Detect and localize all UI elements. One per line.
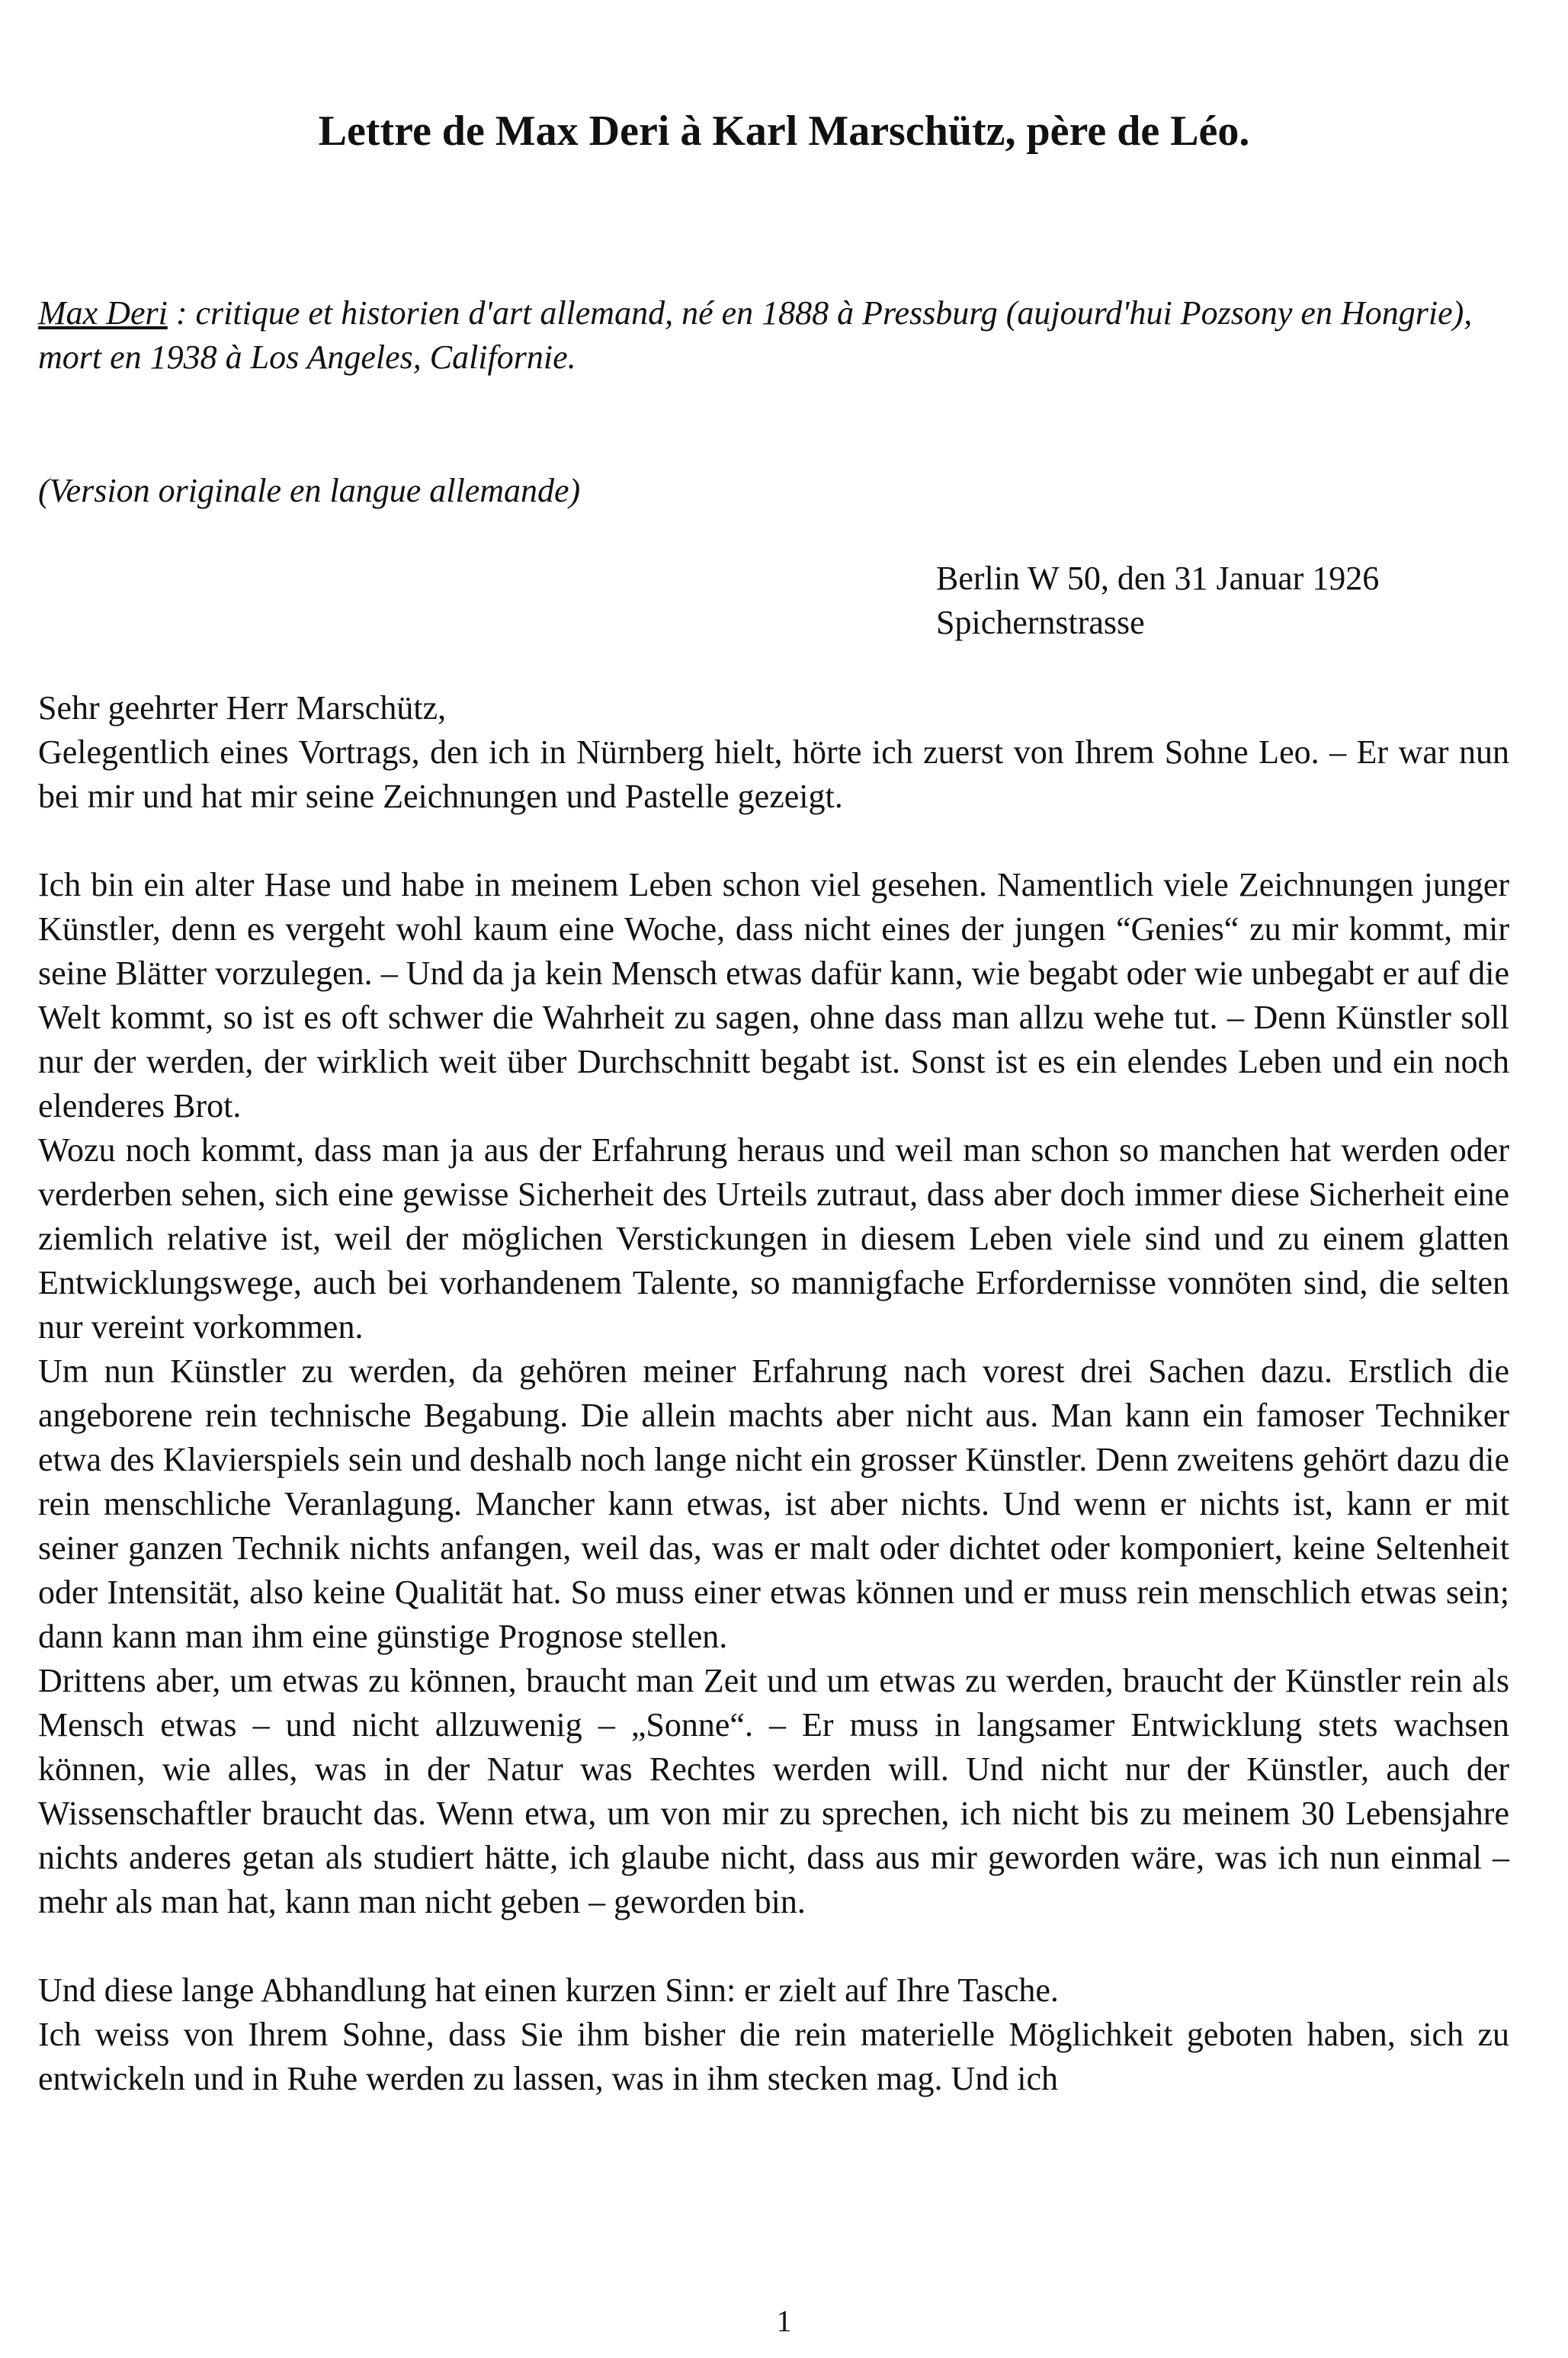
salutation: Sehr geehrter Herr Marschütz, [38, 689, 447, 727]
place-date-line: Berlin W 50, den 31 Januar 1926 [936, 560, 1380, 597]
page-number: 1 [776, 2304, 792, 2338]
author-description: : critique et historien d'art allemand, né en 1888 à Pressburg (aujourd'hui Pozsony en Hongrie), mort en 1938 à Los Angeles, Californie. [38, 294, 1473, 376]
paragraph-5: Drittens aber, um etwas zu können, braucht man Zeit und um etwas zu werden, braucht der Künstler rein als Mensch etwas – und nicht allzuwenig – „Sonne“. – Er muss in langsamer Entwicklung stets wachsen können, wie alles, was in der Natur was Rechtes werden will. Und nicht nur der Künstler, auch der Wissenschaftler braucht das. Wenn etwa, um von mir zu sprechen, ich nicht bis zu meinem 30 Lebensjahre nichts anderes getan als studiert hätte, ich glaube nicht, dass aus mir geworden wäre, was ich nun einmal – mehr als man hat, kann man nicht geben – geworden bin. [38, 1662, 1509, 1920]
author-name: Max Deri [38, 294, 168, 332]
paragraph-1: Gelegentlich eines Vortrags, den ich in Nürnberg hielt, hörte ich zuerst von Ihrem Sohne Leo. – Er war nun bei mir und hat mir seine Zeichnungen und Pastelle gezeigt. [38, 733, 1509, 815]
letter-place-date [936, 557, 1379, 645]
paragraph-2: Ich bin ein alter Hase und habe in meinem Leben schon viel gesehen. Namentlich viele Zeichnungen junger Künstler, denn es vergeht wohl kaum eine Woche, dass nicht eines der jungen “Genies“ zu mir kommt, mir seine Blätter vorzulegen. – Und da ja kein Mensch etwas dafür kann, wie begabt oder wie unbegabt er auf die Welt kommt, so ist es oft schwer die Wahrheit zu sagen, ohne dass man allzu wehe tut. – Denn Künstler soll nur der werden, der wirklich weit über Durchschnitt begabt ist. Sonst ist es ein elendes Leben und ein noch elenderes Brot. [38, 866, 1509, 1124]
street-line: Spichernstrasse [936, 604, 1145, 641]
letter-body [38, 686, 1509, 2101]
paragraph-3: Wozu noch kommt, dass man ja aus der Erfahrung heraus und weil man schon so manchen hat werden oder verderben sehen, sich eine gewisse Sicherheit des Urteils zutraut, dass aber doch immer diese Sicherheit eine ziemlich relative ist, weil der möglichen Verstickungen in diesem Leben viele sind und zu einem glatten Entwicklungswege, auch bei vorhandenem Talente, so mannigfache Erfordernisse vonnöten sind, die selten nur vereint vorkommen. [38, 1131, 1509, 1346]
paragraph-6: Und diese lange Abhandlung hat einen kurzen Sinn: er zielt auf Ihre Tasche. [38, 1971, 1059, 2009]
paragraph-7: Ich weiss von Ihrem Sohne, dass Sie ihm bisher die rein materielle Möglichkeit geboten haben, sich zu entwickeln und in Ruhe werden zu lassen, was in ihm stecken mag. Und ich [38, 2016, 1509, 2097]
paragraph-4: Um nun Künstler zu werden, da gehören meiner Erfahrung nach vorest drei Sachen dazu. Erstlich die angeborene rein technische Begabung. Die allein machts aber nicht aus. Man kann ein famoser Techniker etwa des Klavierspiels sein und deshalb noch lange nicht ein grosser Künstler. Denn zweitens gehört dazu die rein menschliche Veranlagung. Mancher kann etwas, ist aber nichts. Und wenn er nichts ist, kann er mit seiner ganzen Technik nichts anfangen, weil das, was er malt oder dichtet oder komponiert, keine Seltenheit oder Intensität, also keine Qualität hat. So muss einer etwas können und er muss rein menschlich etwas sein; dann kann man ihm eine günstige Prognose stellen. [38, 1352, 1509, 1655]
version-note: (Version originale en langue allemande) [38, 472, 581, 509]
author-intro [38, 291, 1509, 380]
document-title: Lettre de Max Deri à Karl Marschütz, père de Léo. [318, 107, 1250, 155]
